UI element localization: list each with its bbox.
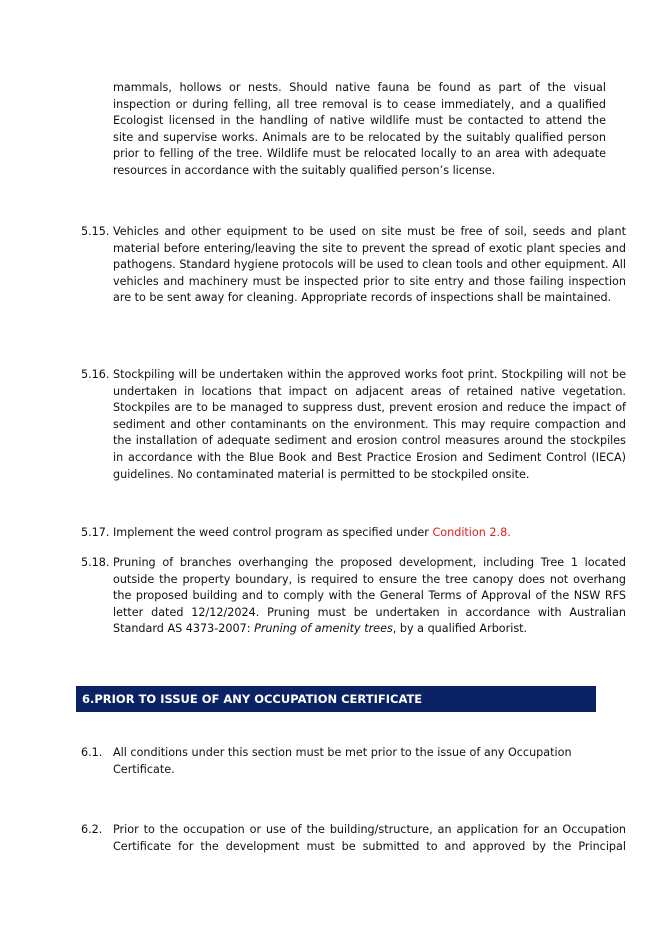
clause-number: 6.1. bbox=[81, 746, 103, 759]
clause-text: Stockpiling will be undertaken within the approved works foot print. Stockpiling will not be undertaken in locations that impact on adjacent areas of retained native vegetation. Stockpiles are to be managed to suppress dust, prevent erosion and reduce the impact of sediment and other contaminants on the environment. This may require compaction and the installation of adequate sediment and erosion control measures around the stockpiles in accordance with the Blue Book and Best Practice Erosion and Sediment Control (IECA) guidelines. No contaminated material is permitted to be stockpiled onsite. bbox=[113, 368, 626, 481]
clause-number: 5.15. bbox=[81, 225, 110, 238]
clause-text: Vehicles and other equipment to be used on site must be free of soil, seeds and plant material before entering/leaving the site to prevent the spread of exotic plant species and pathogens. Standard hygiene protocols will be used to clean tools and other equipment. All vehicles and machinery must be inspected prior to site entry and those failing inspection are to be sent away for cleaning. Appropriate records of inspections shall be maintained. bbox=[113, 225, 626, 305]
clause-5-17 bbox=[81, 525, 626, 542]
clause-5-15 bbox=[81, 224, 626, 307]
clause-number: 5.18. bbox=[81, 556, 110, 569]
clause-6-2 bbox=[81, 822, 626, 855]
standard-title: Pruning of amenity trees bbox=[254, 622, 393, 636]
clause-number: 5.17. bbox=[81, 526, 110, 539]
clause-number: 5.16. bbox=[81, 368, 110, 381]
condition-reference-link[interactable]: Condition 2.8. bbox=[432, 526, 511, 539]
clause-5-18 bbox=[81, 555, 626, 638]
clause-text: Implement the weed control program as specified under bbox=[113, 526, 429, 539]
section-heading-banner: 6.PRIOR TO ISSUE OF ANY OCCUPATION CERTIFICATE bbox=[76, 686, 596, 712]
clause-text-wrapper bbox=[113, 555, 626, 638]
clause-text-wrapper bbox=[113, 525, 626, 542]
clause-text: Prior to the occupation or use of the building/structure, an application for an Occupation Certificate for the development must be submitted to and approved by the Principal bbox=[113, 823, 626, 853]
clause-text: All conditions under this section must be met prior to the issue of any Occupation Certificate. bbox=[113, 746, 572, 776]
clause-text: Pruning of branches overhanging the proposed development, including Tree 1 located outside the property boundary, is required to ensure the tree canopy does not overhang the proposed building and to comply with the General Terms of Approval of the NSW RFS letter dated 12/12/2024. Pruning must be undertaken in accordance with Australian Standard AS 4373-2007: bbox=[113, 556, 626, 636]
clause-number: 6.2. bbox=[81, 823, 103, 836]
clause-5-16 bbox=[81, 367, 626, 483]
clause-text-tail: , by a qualified Arborist. bbox=[392, 622, 528, 636]
intro-paragraph: mammals, hollows or nests. Should native fauna be found as part of the visual inspection or during felling, all tree removal is to cease immediately, and a qualified Ecologist licensed in the handling of native wildlife must be contacted to attend the site and supervise works. Animals are to be relocated by the suitably qualified person prior to felling of the tree. Wildlife must be relocated locally to an area with adequate resources in accordance with the suitably qualified person’s license. bbox=[113, 81, 606, 177]
clause-6-1 bbox=[81, 745, 626, 778]
